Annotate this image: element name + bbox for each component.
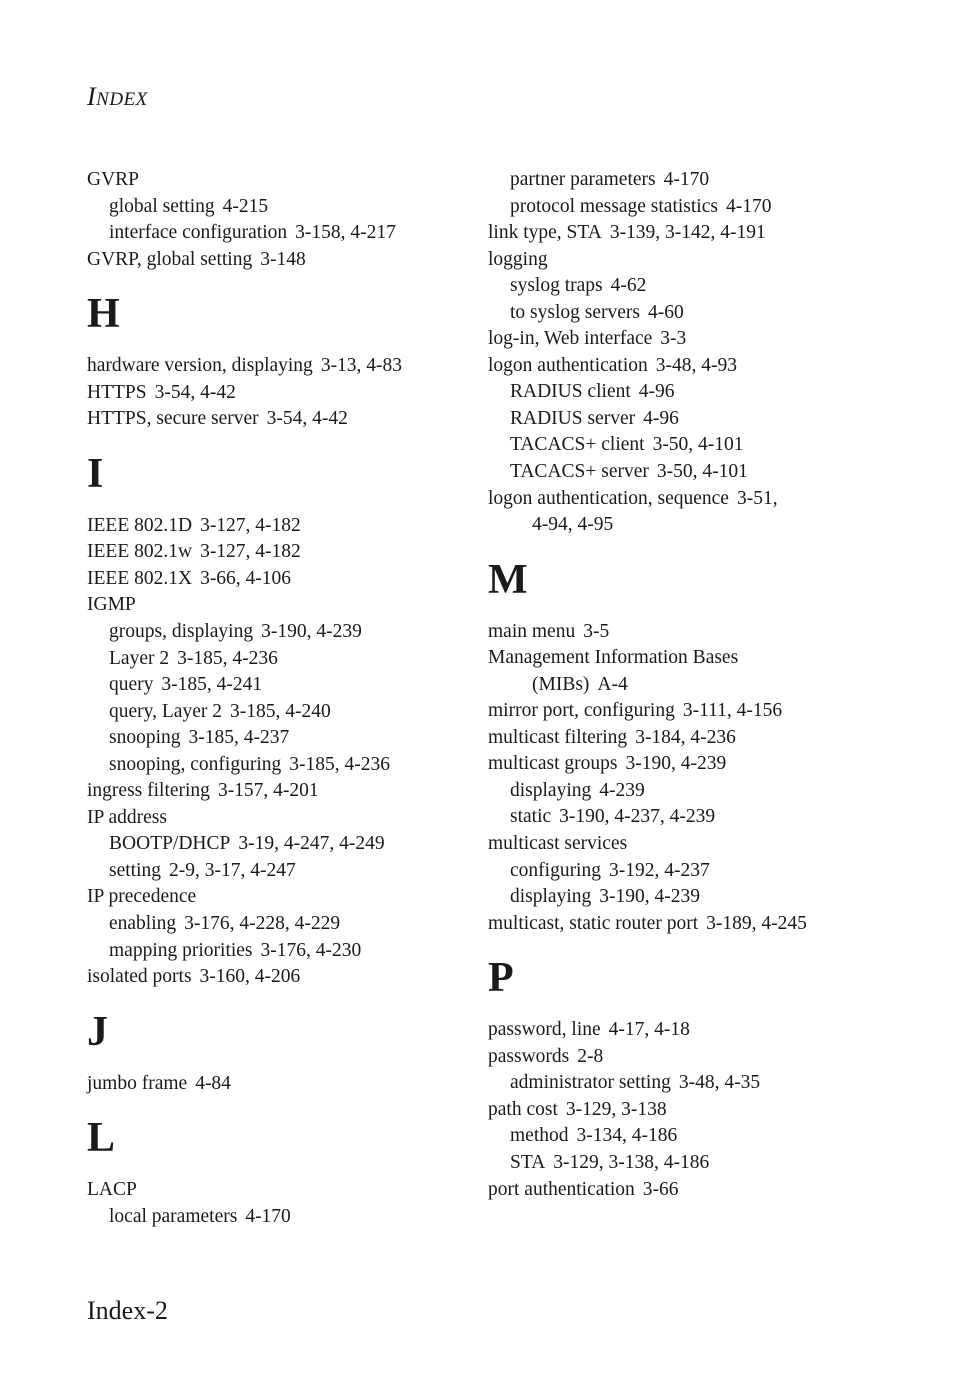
- index-term: snooping, configuring: [109, 753, 282, 775]
- index-term: static: [510, 806, 552, 828]
- section-letter: L: [87, 1115, 116, 1162]
- index-term: setting: [109, 859, 161, 881]
- index-page-refs: 3-50, 4-101: [652, 434, 744, 456]
- index-entry: [87, 778, 467, 805]
- index-term: STA: [510, 1151, 546, 1173]
- index-entry: [87, 884, 467, 911]
- index-subentry: [488, 804, 928, 831]
- index-entry: [488, 831, 928, 858]
- index-entry: [488, 698, 928, 725]
- index-term: multicast filtering: [488, 726, 628, 748]
- index-term: IEEE 802.1X: [87, 567, 193, 589]
- index-page-refs: 3-66, 4-106: [200, 567, 292, 589]
- index-entry: [87, 539, 467, 566]
- index-term: to syslog servers: [510, 301, 640, 323]
- index-term: port authentication: [488, 1178, 635, 1200]
- index-entry: [87, 1177, 467, 1204]
- index-subentry: [87, 194, 467, 221]
- index-term: IGMP: [87, 594, 136, 616]
- index-entry: [488, 751, 928, 778]
- index-page-refs: 4-96: [643, 407, 679, 429]
- section-letter: H: [87, 291, 120, 338]
- index-page-refs: 3-185, 4-236: [177, 647, 278, 669]
- index-term: multicast services: [488, 833, 628, 855]
- index-entry: [488, 486, 928, 513]
- index-subentry: [87, 725, 467, 752]
- index-term: partner parameters: [510, 169, 656, 190]
- index-subentry: [87, 220, 467, 247]
- index-entry: [87, 353, 467, 380]
- index-subentry: [488, 379, 928, 406]
- index-page-refs: 3-54, 4-42: [154, 381, 236, 403]
- page-number: Index-2: [87, 1296, 168, 1325]
- index-subentry: [488, 1070, 928, 1097]
- index-term: passwords: [488, 1045, 570, 1067]
- index-page-refs: 2-9, 3-17, 4-247: [169, 859, 296, 881]
- index-page-refs: 3-176, 4-228, 4-229: [184, 913, 341, 935]
- index-page-refs: 3-129, 3-138, 4-186: [553, 1151, 710, 1173]
- index-term: multicast groups: [488, 753, 618, 775]
- index-term: IEEE 802.1w: [87, 541, 193, 563]
- index-subentry: [87, 911, 467, 938]
- index-page-refs: 3-50, 4-101: [656, 461, 748, 483]
- index-page-refs: 4-239: [599, 779, 645, 801]
- index-page-refs: 3-190, 4-239: [625, 753, 727, 775]
- index-page-refs: 4-215: [222, 195, 269, 217]
- index-term: syslog traps: [510, 275, 603, 297]
- index-subentry: [488, 858, 928, 885]
- index-entry: [488, 326, 928, 353]
- index-entry: [87, 1071, 467, 1098]
- index-page-refs: 4-84: [195, 1072, 231, 1094]
- index-page-refs: 3-54, 4-42: [266, 408, 348, 430]
- index-column-left: [87, 167, 467, 1230]
- index-term: protocol message statistics: [510, 195, 718, 217]
- index-page-refs: 3-190, 4-237, 4-239: [559, 806, 716, 828]
- index-page-refs: 4-170: [663, 169, 710, 190]
- index-page-refs: 3-51,: [736, 487, 778, 509]
- index-term: logging: [488, 248, 548, 270]
- index-page-refs: 3-184, 4-236: [635, 726, 736, 748]
- index-term: (MIBs): [532, 673, 590, 695]
- index-page-refs: 3-127, 4-182: [200, 541, 301, 563]
- index-page-refs: A-4: [597, 673, 628, 695]
- index-entry: [488, 725, 928, 752]
- index-subentry: [488, 1150, 928, 1177]
- index-term: query: [109, 674, 154, 696]
- index-entry: [87, 566, 467, 593]
- index-subentry: [488, 273, 928, 300]
- index-page-refs: 4-17, 4-18: [608, 1019, 690, 1041]
- index-term: local parameters: [109, 1205, 238, 1227]
- index-page-refs: 3-19, 4-247, 4-249: [238, 833, 385, 855]
- index-term: snooping: [109, 727, 181, 749]
- index-term: administrator setting: [510, 1072, 671, 1094]
- index-page-refs: 4-170: [245, 1205, 291, 1227]
- index-subentry: [87, 858, 467, 885]
- section-letter: I: [87, 450, 104, 497]
- index-subentry: [87, 672, 467, 699]
- index-subentry: [87, 699, 467, 726]
- index-term: logon authentication, sequence: [488, 487, 729, 509]
- index-page-refs: 3-13, 4-83: [320, 355, 403, 377]
- running-header-rest: NDEX: [96, 89, 148, 110]
- index-subentry: [87, 619, 467, 646]
- index-term: mirror port, configuring: [488, 700, 675, 722]
- index-page-refs: 3-66: [642, 1178, 679, 1200]
- index-page-refs: 3-185, 4-237: [188, 727, 290, 749]
- index-term: groups, displaying: [109, 621, 254, 643]
- index-subentry: [488, 194, 928, 221]
- index-term: displaying: [510, 886, 592, 908]
- index-entry: [87, 247, 467, 274]
- index-term: isolated ports: [87, 966, 192, 988]
- index-page-refs: 3-3: [660, 328, 687, 350]
- index-entry: [488, 1017, 928, 1044]
- index-term: jumbo frame: [87, 1072, 188, 1094]
- index-entry: [87, 167, 467, 194]
- index-term: log-in, Web interface: [488, 328, 653, 350]
- index-subentry: [488, 432, 928, 459]
- index-subentry: [488, 1123, 928, 1150]
- index-term: hardware version, displaying: [87, 355, 313, 377]
- index-subentry: [87, 938, 467, 965]
- index-entry: [488, 1044, 928, 1071]
- index-page-refs: 3-160, 4-206: [199, 966, 301, 988]
- index-column-right: [488, 167, 928, 1203]
- index-entry: [87, 406, 467, 433]
- index-entry: [87, 513, 467, 540]
- index-term: RADIUS client: [510, 381, 631, 403]
- index-term: LACP: [87, 1179, 137, 1201]
- index-term: TACACS+ server: [510, 461, 649, 483]
- index-page-refs: 4-170: [725, 195, 772, 217]
- index-subentry: [87, 831, 467, 858]
- index-term: global setting: [109, 195, 215, 217]
- index-page-refs: 2-8: [577, 1045, 604, 1067]
- index-entry: [488, 1177, 928, 1204]
- index-term: TACACS+ client: [510, 434, 645, 456]
- index-subentry: [488, 459, 928, 486]
- index-entry: [488, 645, 928, 672]
- index-term: password, line: [488, 1019, 601, 1041]
- index-entry: [488, 353, 928, 380]
- index-page-refs: 3-129, 3-138: [565, 1098, 667, 1120]
- index-subentry: [87, 752, 467, 779]
- index-page-refs: 3-148: [260, 248, 306, 270]
- index-page-refs: 3-139, 3-142, 4-191: [609, 222, 766, 244]
- index-term: link type, STA: [488, 222, 602, 244]
- index-page-refs: 3-190, 4-239: [599, 886, 700, 908]
- index-term: main menu: [488, 620, 576, 642]
- index-page-refs: 4-62: [610, 275, 647, 297]
- section-letter: J: [87, 1008, 108, 1055]
- index-entry: [87, 592, 467, 619]
- index-term: IP address: [87, 806, 167, 828]
- index-term: BOOTP/DHCP: [109, 833, 231, 855]
- index-entry: [87, 380, 467, 407]
- index-term: interface configuration: [109, 222, 288, 244]
- index-entry: [488, 247, 928, 274]
- index-term: mapping priorities: [109, 939, 253, 961]
- index-page-refs: 3-48, 4-93: [655, 354, 738, 376]
- index-page-refs: 3-134, 4-186: [576, 1125, 678, 1147]
- index-subentry: [488, 167, 928, 194]
- index-subentry: [488, 406, 928, 433]
- index-page-refs: 3-192, 4-237: [608, 859, 710, 881]
- index-entry: [488, 1097, 928, 1124]
- index-page-refs: 3-48, 4-35: [678, 1072, 761, 1094]
- index-term: GVRP: [87, 169, 140, 190]
- index-entry: [87, 805, 467, 832]
- index-entry: [488, 220, 928, 247]
- section-letter: P: [488, 955, 514, 1002]
- index-entry: [488, 619, 928, 646]
- index-page-refs: 3-185, 4-236: [289, 753, 390, 775]
- index-page-refs: 3-127, 4-182: [200, 514, 301, 536]
- index-term: logon authentication: [488, 354, 648, 376]
- index-term: configuring: [510, 859, 601, 881]
- index-term: query, Layer 2: [109, 700, 222, 722]
- index-subentry: [488, 884, 928, 911]
- index-page-refs: 3-185, 4-240: [229, 700, 331, 722]
- index-page-refs: 3-190, 4-239: [261, 621, 362, 643]
- index-term: path cost: [488, 1098, 558, 1120]
- index-term: HTTPS, secure server: [87, 408, 259, 430]
- section-letter: M: [488, 556, 528, 603]
- running-header: [87, 82, 148, 112]
- index-term: RADIUS server: [510, 407, 636, 429]
- index-page-refs: 3-185, 4-241: [161, 674, 263, 696]
- index-page-refs: 3-176, 4-230: [260, 939, 362, 961]
- index-term: displaying: [510, 779, 592, 801]
- index-term: method: [510, 1125, 569, 1147]
- index-page-refs: 3-157, 4-201: [217, 780, 319, 802]
- index-subentry: [87, 646, 467, 673]
- index-entry: [488, 911, 928, 938]
- index-entry: [87, 964, 467, 991]
- index-continuation: [488, 512, 928, 539]
- index-term: multicast, static router port: [488, 912, 699, 934]
- index-term: ingress filtering: [87, 780, 210, 802]
- index-term: Layer 2: [109, 647, 170, 669]
- index-term: HTTPS: [87, 381, 147, 403]
- index-page-refs: 3-5: [583, 620, 610, 642]
- running-header-initial: I: [87, 82, 97, 111]
- index-page-refs: 4-94, 4-95: [532, 514, 614, 536]
- index-subentry: [488, 300, 928, 327]
- index-page-refs: 3-189, 4-245: [706, 912, 807, 934]
- index-page-refs: 3-111, 4-156: [682, 700, 783, 722]
- index-term: GVRP, global setting: [87, 248, 253, 270]
- index-subentry: [87, 1204, 467, 1231]
- index-term: IP precedence: [87, 886, 197, 908]
- index-page-refs: 4-60: [648, 301, 684, 323]
- index-page-refs: 3-158, 4-217: [295, 222, 396, 244]
- index-term: IEEE 802.1D: [87, 514, 193, 536]
- index-term: Management Information Bases: [488, 647, 739, 669]
- index-subentry: [488, 778, 928, 805]
- index-continuation: [488, 672, 928, 699]
- index-term: enabling: [109, 913, 177, 935]
- index-page-refs: 4-96: [638, 381, 675, 403]
